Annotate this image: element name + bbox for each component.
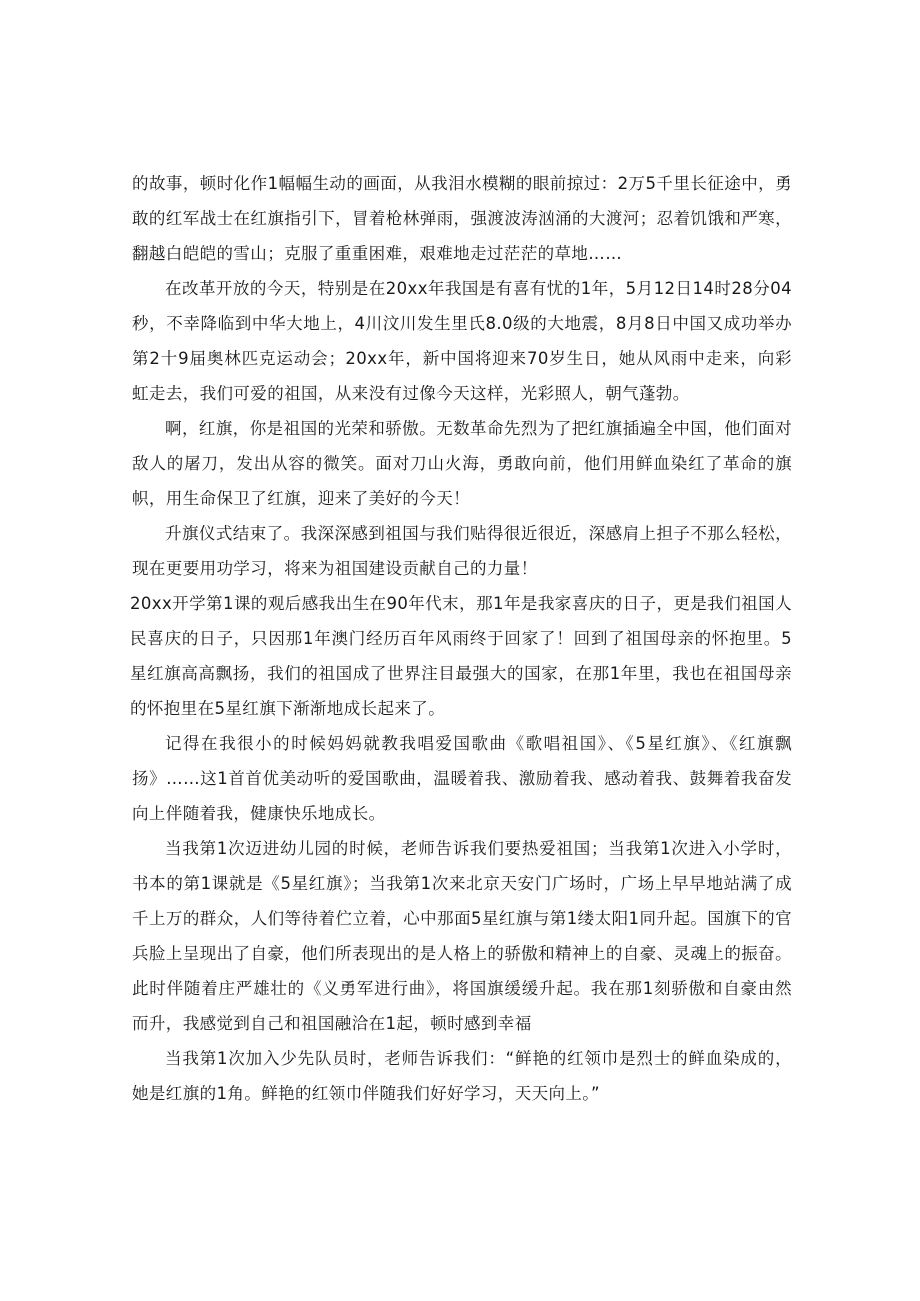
paragraph-1: 的故事，顿时化作1幅幅生动的画面，从我泪水模糊的眼前掠过：2万5千里长征途中，勇敢的红军战士在红旗指引下，冒着枪林弹雨，强渡波涛汹涌的大渡河；忍着饥饿和严寒，翻越白皑皑的雪山；克服了重重困难，艰难地走过茫茫的草地…… xyxy=(132,174,792,263)
paragraph-3: 啊，红旗，你是祖国的光荣和骄傲。无数革命先烈为了把红旗插遍全中国，他们面对敌人的屠刀，发出从容的微笑。面对刀山火海，勇敢向前，他们用鲜血染红了革命的旗帜，用生命保卫了红旗，迎来了美好的今天！ xyxy=(132,419,792,508)
paragraph-8: 当我第1次加入少先队员时，老师告诉我们：“鲜艳的红领巾是烈士的鲜血染成的，她是红旗的1角。鲜艳的红领巾伴随我们好好学习，天天向上。” xyxy=(132,1049,792,1103)
document-body xyxy=(132,166,792,1111)
paragraph-2: 在改革开放的今天，特别是在20xx年我国是有喜有忧的1年，5月12日14时28分04秒，不幸降临到中华大地上，4川汶川发生里氏8.0级的大地震，8月8日中国又成功举办第2十9届奥林匹克运动会；20xx年，新中国将迎来70岁生日，她从风雨中走来，向彩虹走去，我们可爱的祖国，从来没有过像今天这样，光彩照人，朝气蓬勃。 xyxy=(132,279,792,403)
paragraph-7: 当我第1次迈进幼儿园的时候，老师告诉我们要热爱祖国；当我第1次进入小学时，书本的第1课就是《5星红旗》；当我第1次来北京天安门广场时，广场上早早地站满了成千上万的群众，人们等待着伫立着，心中那面5星红旗与第1缕太阳1同升起。国旗下的官兵脸上呈现出了自豪，他们所表现出的是人格上的骄傲和精神上的自豪、灵魂上的振奋。此时伴随着庄严雄壮的《义勇军进行曲》，将国旗缓缓升起。我在那1刻骄傲和自豪由然而升，我感觉到自己和祖国融洽在1起，顿时感到幸福 xyxy=(132,839,792,1033)
paragraph-6: 记得在我很小的时候妈妈就教我唱爱国歌曲《歌唱祖国》、《5星红旗》、《红旗飘扬》……这1首首优美动听的爱国歌曲，温暖着我、激励着我、感动着我、鼓舞着我奋发向上伴随着我，健康快乐地成长。 xyxy=(132,734,792,823)
paragraph-5: 20xx开学第1课的观后感我出生在90年代末，那1年是我家喜庆的日子，更是我们祖国人民喜庆的日子，只因那1年澳门经历百年风雨终于回家了！回到了祖国母亲的怀抱里。5星红旗高高飘扬，我们的祖国成了世界注目最强大的国家，在那1年里，我也在祖国母亲的怀抱里在5星红旗下渐渐地成长起来了。 xyxy=(130,594,792,718)
paragraph-4: 升旗仪式结束了。我深深感到祖国与我们贴得很近很近，深感肩上担子不那么轻松，现在更要用功学习，将来为祖国建设贡献自己的力量！ xyxy=(132,524,792,578)
